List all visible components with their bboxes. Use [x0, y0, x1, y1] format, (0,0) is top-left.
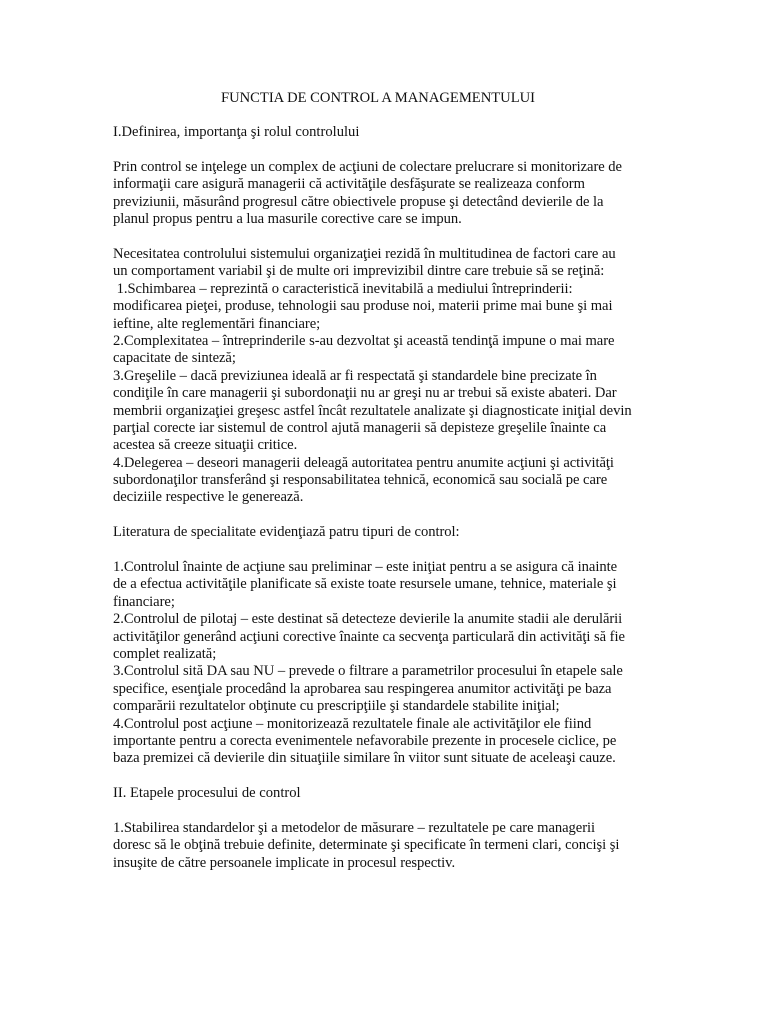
paragraph-literature — [113, 524, 643, 541]
text-line: complet realizată; — [113, 645, 217, 662]
text-line: Necesitatea controlului sistemului organizaţiei rezidă în multitudinea de factori care au — [113, 246, 616, 262]
text-line: 4.Controlul post acţiune – monitorizează rezultatele finale ale activităţilor ele fiind — [113, 715, 592, 732]
text-line: specifice, esenţiale procedând la aprobarea sau respingerea anumitor activităţi pe baza — [113, 680, 612, 697]
text-line: comparării rezultatelor obţinute cu prescripţiile şi standardele stabilite iniţial; — [113, 698, 560, 715]
text-line: Prin control se inţelege un complex de acţiuni de colectare prelucrare si monitorizare de — [113, 159, 622, 175]
text-line: importante pentru a corecta evenimentele nefavorabile prezente in procesele ciclice, pe — [113, 732, 617, 749]
text-line: Literatura de specialitate evidenţiază patru tipuri de control: — [113, 524, 460, 540]
text-line: 1.Schimbarea – reprezintă o caracteristică inevitabilă a mediului întreprinderii: — [113, 280, 573, 297]
text-line: 4.Delegerea – deseori managerii deleagă autoritatea pentru anumite acţiuni şi activităţi — [113, 454, 614, 471]
text-line: 2.Complexitatea – întreprinderile s-au dezvoltat şi această tendinţă impune o mai mare — [113, 332, 615, 349]
text-line: modificarea pieţei, produse, tehnologii sau produse noi, materii prime mai bune şi mai — [113, 298, 613, 315]
text-line: baza premizei că devierile din situaţiile similare în viitor sunt situate de aceleaşi cauze. — [113, 750, 616, 767]
paragraph-control-types — [113, 559, 643, 768]
text-line: 3.Controlul sită DA sau NU – prevede o filtrare a parametrilor procesului în etapele sale — [113, 663, 623, 680]
text-line: 1.Stabilirea standardelor şi a metodelor de măsurare – rezultatele pe care managerii — [113, 820, 596, 836]
text-line: previziunii, măsurând progresul către obiectivele propuse şi detectând devierile de la — [113, 193, 604, 210]
paragraph-standards — [113, 820, 643, 872]
text-line: financiare; — [113, 593, 175, 610]
text-line: capacitate de sinteză; — [113, 350, 236, 367]
section-heading-stages: II. Etapele procesului de control — [113, 785, 301, 801]
section-heading-definition: I.Definirea, importanţa şi rolul controlului — [113, 124, 360, 140]
text-line: un comportament variabil şi de multe ori imprevizibil dintre care trebuie să se reţină: — [113, 263, 605, 280]
paragraph-definition — [113, 159, 643, 229]
text-line: planul propus pentru a lua masurile corective care se impun. — [113, 211, 462, 228]
text-line: 3.Greşelile – dacă previziunea ideală ar fi respectată şi standardele bine precizate în — [113, 367, 597, 384]
text-line: insuşite de către persoanele implicate in procesul respectiv. — [113, 854, 456, 871]
text-line: subordonaţilor transferând şi responsabilitatea tehnică, economică sau socială pe care — [113, 472, 608, 489]
paragraph-necessity — [113, 246, 643, 507]
text-line: informaţii care asigură managerii că activităţile desfăşurate se realizeaza conform — [113, 176, 585, 193]
text-line: deciziile respective le generează. — [113, 489, 304, 506]
text-line: doresc să le obţină trebuie definite, determinate şi specificate în termeni clari, concişi şi — [113, 837, 620, 854]
text-line: de a efectua activităţile planificate să existe toate resursele umane, tehnice, materiale şi — [113, 576, 617, 593]
text-line: activităţilor generând acţiuni corective înainte ca secvenţa particulară din activităţi să fie — [113, 628, 625, 645]
text-line: condiţile în care managerii şi subordonaţii nu ar greşi nu ar trebui să existe abateri. Dar — [113, 385, 617, 402]
text-line: acestea să creeze situaţii critice. — [113, 437, 298, 454]
document-title: FUNCTIA DE CONTROL A MANAGEMENTULUI — [220, 90, 536, 106]
text-line: membrii organizaţiei greşesc astfel încât rezultatele analizate şi diagnosticate iniţial devin — [113, 402, 632, 419]
text-line: 2.Controlul de pilotaj – este destinat să detecteze devierile la anumite stadii ale derulării — [113, 611, 623, 628]
text-line: parţial corecte iar sistemul de control ajută managerii să depisteze greşelile înainte ca — [113, 419, 607, 436]
text-line: ieftine, alte reglementări financiare; — [113, 315, 321, 332]
text-line: 1.Controlul înainte de acţiune sau preliminar – este iniţiat pentru a se asigura că inainte — [113, 559, 618, 575]
